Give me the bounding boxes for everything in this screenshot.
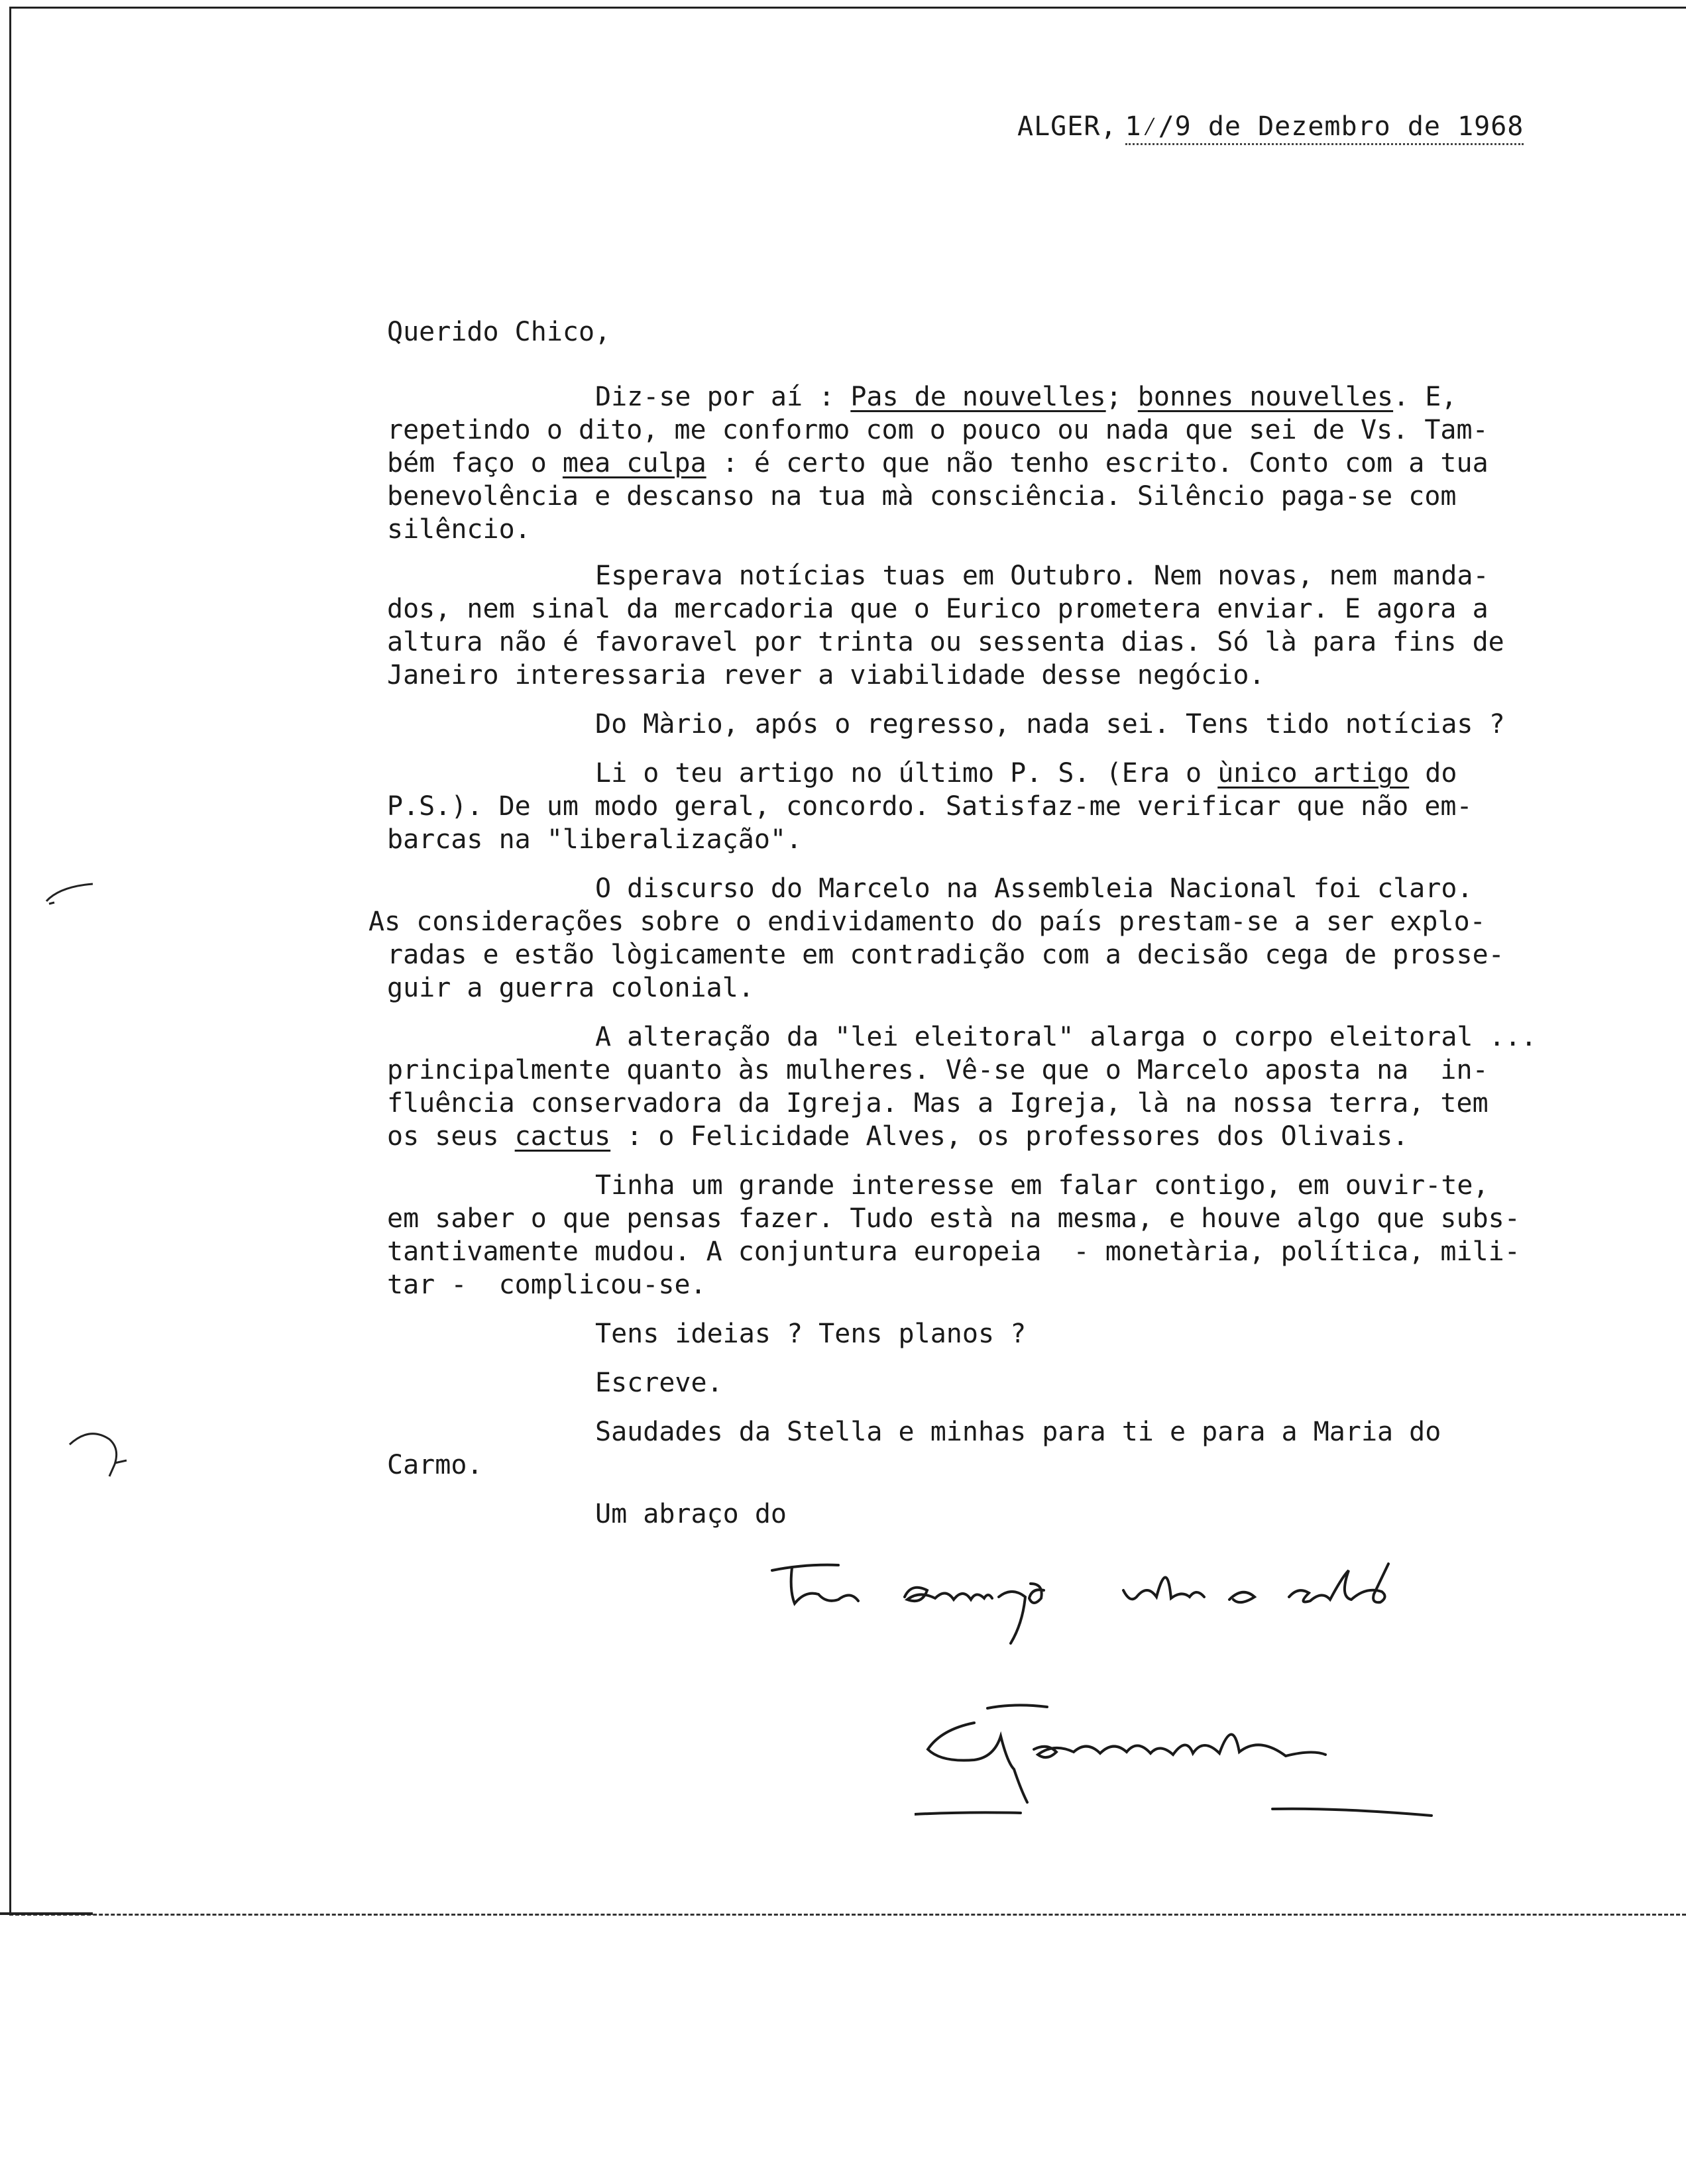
text-line: barcas na "liberalização". xyxy=(387,824,803,855)
underlined-phrase: bonnes nouvelles xyxy=(1137,382,1394,412)
closing: Um abraço do xyxy=(595,1499,787,1529)
text-span: ; xyxy=(1105,382,1138,412)
handwritten-closing xyxy=(765,1544,1468,1657)
text-span: Li o teu artigo no último P. S. (Era o xyxy=(595,758,1218,789)
text-line: dos, nem sinal da mercadoria que o Eurico prometera enviar. E agora a xyxy=(387,594,1489,624)
text-line: Tinha um grande interesse em falar contigo, em ouvir-te, xyxy=(595,1170,1489,1201)
text-line: tantivamente mudou. A conjuntura europeia - monetària, política, mili- xyxy=(387,1236,1520,1267)
text-line: O discurso do Marcelo na Assembleia Nacional foi claro. xyxy=(595,873,1473,904)
margin-mark-icon xyxy=(63,1425,136,1484)
signature xyxy=(915,1696,1511,1822)
text-line: tar - complicou-se. xyxy=(387,1270,706,1300)
paragraph-4 xyxy=(387,757,1626,856)
text-line: A alteração da "lei eleitoral" alarga o corpo eleitoral ... xyxy=(595,1022,1537,1052)
paragraph-6 xyxy=(387,1020,1626,1153)
paragraph-5 xyxy=(368,872,1626,1005)
text-span: bém faço o xyxy=(387,448,563,478)
margin-mark-icon xyxy=(40,875,99,914)
text-line: Saudades da Stella e minhas para ti e para a Maria do xyxy=(595,1417,1441,1447)
text-span: Diz-se por aí : xyxy=(595,382,851,412)
letter-city: ALGER, xyxy=(1017,111,1117,142)
text-line: silêncio. xyxy=(387,514,531,545)
text-span: do xyxy=(1409,758,1457,789)
paragraph-10 xyxy=(387,1415,1626,1482)
underlined-phrase: Pas de nouvelles xyxy=(850,382,1106,412)
date-text: 1⁄/9 de Dezembro de 1968 xyxy=(1125,111,1524,145)
text-line: principalmente quanto às mulheres. Vê-se que o Marcelo aposta na in- xyxy=(387,1055,1489,1085)
underlined-phrase: ùnico artigo xyxy=(1217,758,1410,789)
text-span: : é certo que não tenho escrito. Conto com a tua xyxy=(706,448,1489,478)
text-line: altura não é favoravel por trinta ou sessenta dias. Só là para fins de xyxy=(387,627,1504,657)
page-edge-top xyxy=(9,7,1686,9)
underlined-phrase: mea culpa xyxy=(562,448,706,478)
text-line: Janeiro interessaria rever a viabilidade desse negócio. xyxy=(387,660,1265,690)
paragraph-3: Do Màrio, após o regresso, nada sei. Tens tido notícias ? xyxy=(595,709,1505,739)
letter-date xyxy=(1017,111,1524,144)
paragraph-9: Escreve. xyxy=(595,1368,723,1398)
text-line: Esperava notícias tuas em Outubro. Nem novas, nem manda- xyxy=(595,561,1489,591)
text-line: radas e estão lògicamente em contradição com a decisão cega de prosse- xyxy=(387,940,1504,970)
paragraph-1 xyxy=(387,380,1626,546)
letter-body xyxy=(368,315,1626,1531)
greeting: Querido Chico, xyxy=(387,317,611,347)
text-line: As considerações sobre o endividamento do país prestam-se a ser explo- xyxy=(368,906,1486,937)
page-edge-left xyxy=(9,7,11,1915)
text-span: : o Felicidade Alves, os professores dos Olivais. xyxy=(610,1121,1409,1152)
text-line: em saber o que pensas fazer. Tudo està na mesma, e houve algo que subs- xyxy=(387,1203,1520,1234)
text-line: guir a guerra colonial. xyxy=(387,973,754,1003)
fold-line-edge xyxy=(0,1912,93,1915)
text-span: . E, xyxy=(1393,382,1457,412)
text-line: fluência conservadora da Igreja. Mas a Igreja, là na nossa terra, tem xyxy=(387,1088,1489,1119)
paragraph-8: Tens ideias ? Tens planos ? xyxy=(595,1319,1027,1349)
underlined-phrase: cactus xyxy=(514,1121,611,1152)
paragraph-2 xyxy=(387,559,1626,692)
fold-line xyxy=(9,1914,1686,1916)
paragraph-7 xyxy=(387,1169,1626,1301)
text-line: Carmo. xyxy=(387,1450,483,1480)
text-span: os seus xyxy=(387,1121,515,1152)
text-line: repetindo o dito, me conformo com o pouco ou nada que sei de Vs. Tam- xyxy=(387,415,1489,445)
text-line: P.S.). De um modo geral, concordo. Satisfaz-me verificar que não em- xyxy=(387,791,1473,822)
text-line: benevolência e descanso na tua mà consciência. Silêncio paga-se com xyxy=(387,481,1457,512)
